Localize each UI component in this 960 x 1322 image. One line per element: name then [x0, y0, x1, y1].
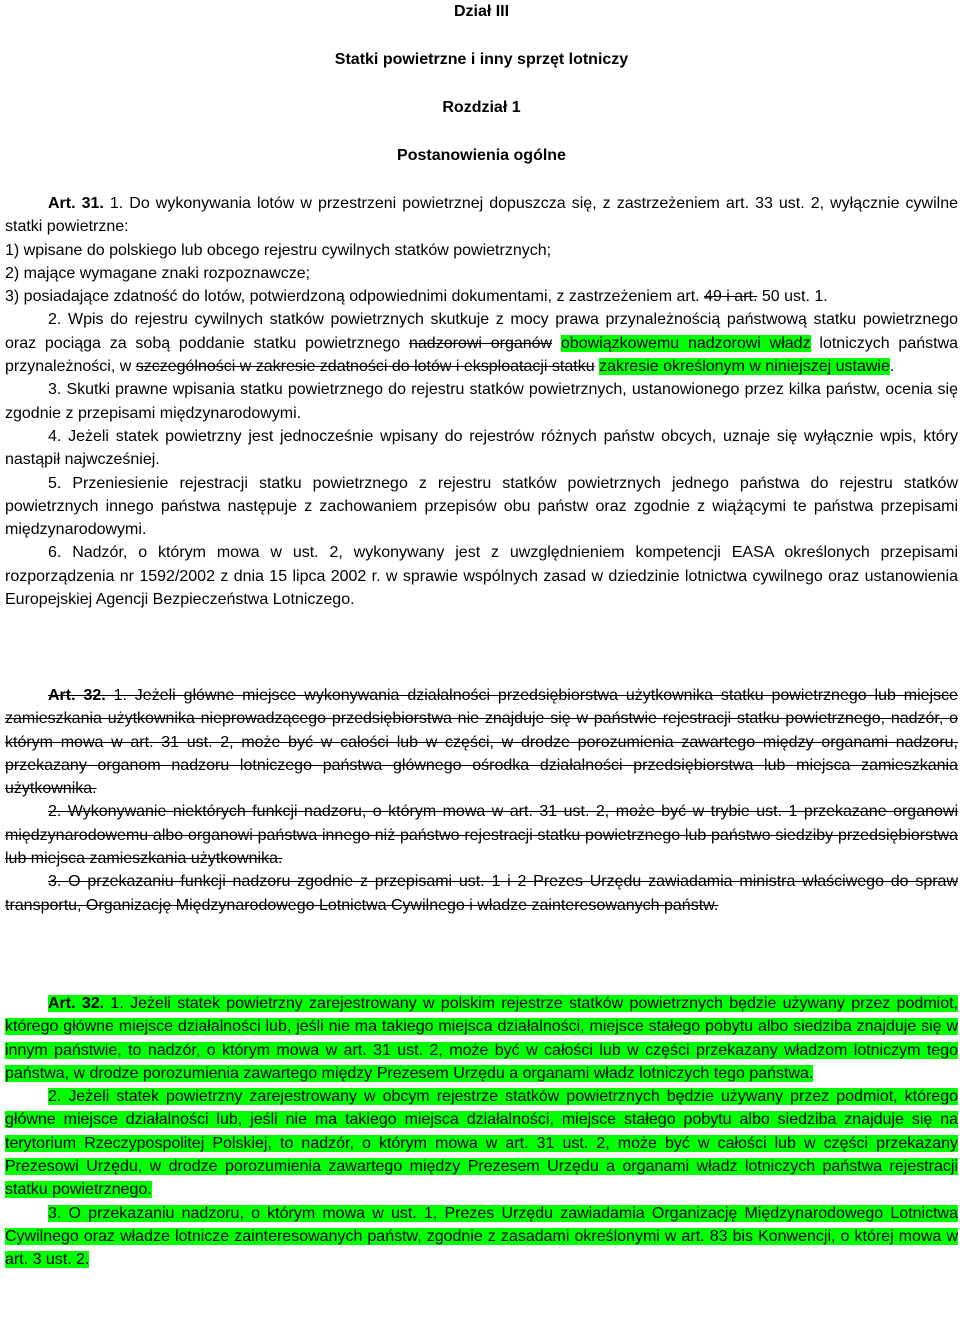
art31-para-1-text: 1. Do wykonywania lotów w przestrzeni powietrznej dopuszcza się, z zastrzeżeniem art. 33 ust. 2, wyłącznie cywilne statki powietrzne: [5, 195, 958, 236]
art32-old-para-1-text: 1. Jeżeli główne miejsce wykonywania działalności przedsiębiorstwa użytkownika statku powietrznego lub miejsce zamieszkania użytkownika nieprowadzącego przedsiębiorstwa nie znajduje się w państwie rejestracji statku powietrznego, nadzór, o którym mowa w art. 31 ust. 2, może być w całości lub w części, w drodze porozumienia zawartego między organami nadzoru, przekazany organom nadzoru lotniczego państwa głównego ośrodka działalności przedsiębiorstwa lub miejsca zamieszkania użytkownika. [5, 687, 958, 798]
art31-item-3-text: 3) posiadające zdatność do lotów, potwierdzoną odpowiednimi dokumentami, z zastrzeżeniem art. [5, 288, 700, 306]
article-31 [5, 192, 958, 611]
art32-new-para-2-text: 2. Jeżeli statek powietrzny zarejestrowany w obcym rejestrze statków powietrznych będzie używany przez podmiot, którego główne miejsce działalności lub, jeśli nie ma takiego miejsca działalności, miejsce stałego pobytu albo siedziba znajduje się na terytorium Rzeczypospolitej Polskiej, to nadzór, o którym mowa w art. 31 ust. 2, może być w całości lub w części przekazany Prezesowi Urzędu, w drodze porozumienia zawartego między Prezesem Urzędu a organami władz lotniczych państwa rejestracji statku powietrznego. [5, 1088, 958, 1199]
art31-para-2-end: . [889, 358, 895, 376]
art31-para-5: 5. Przeniesienie rejestracji statku powietrznego z rejestru statków powietrznych jednego państwa do rejestru statków powietrznych innego państwa następuje z zachowaniem przepisów obu państw oraz zgodnie z wiążącymi te państwa przepisami międzynarodowymi. [5, 474, 958, 539]
art31-para-6: 6. Nadzór, o którym mowa w ust. 2, wykonywany jest z uwzględnieniem kompetencji EASA określonych przepisami rozporządzenia nr 1592/2002 z dnia 15 lipca 2002 r. w sprawie wspólnych zasad w dziedzinie lotnictwa cywilnego oraz ustanowienia Europejskiej Agencji Bezpieczeństwa Lotniczego. [5, 544, 958, 609]
art31-para-3: 3. Skutki prawne wpisania statku powietrznego do rejestru statków powietrznych, ustanowionego przez kilka państw, ocenia się zgodnie z przepisami międzynarodowymi. [5, 381, 958, 422]
article-32-new [5, 992, 958, 1272]
art32-new-para-2 [5, 1085, 958, 1201]
art32-new-para-3 [5, 1202, 958, 1272]
art32-new-para-3-text: 3. O przekazaniu nadzoru, o którym mowa w ust. 1, Prezes Urzędu zawiadamia Organizację Międzynarodowego Lotnictwa Cywilnego oraz władze lotnicze zainteresowanych państw, zgodnie z zasadami określonymi w art. 83 bis Konwencji, o której mowa w art. 3 ust. 2. [5, 1204, 958, 1269]
art31-para-2 [5, 308, 958, 378]
art32-new-para-1 [5, 992, 958, 1085]
art31-label: Art. 31. [48, 195, 104, 212]
art31-para-4: 4. Jeżeli statek powietrzny jest jednocześnie wpisany do rejestrów różnych państw obcych, uznaje się wyłącznie wpis, który nastąpił najwcześniej. [5, 427, 958, 469]
art31-item-3 [5, 285, 958, 308]
art32-old-para-3 [5, 870, 958, 917]
art31-para-2-struck-1: nadzorowi organów [409, 334, 553, 352]
art31-item-2: 2) mające wymagane znaki rozpoznawcze; [5, 264, 311, 282]
art32-old-para-2 [5, 800, 958, 870]
art32-old-para-2-text: 2. Wykonywanie niektórych funkcji nadzoru, o którym mowa w art. 31 ust. 2, może być w trybie ust. 1 przekazane organowi międzynarodowemu albo organowi państwa innego niż państwo rejestracji statku powietrznego lub państwo siedziby przedsiębiorstwa lub miejsca zamieszkania użytkownika. [5, 803, 958, 868]
art31-item-3-end: 50 ust. 1. [761, 288, 828, 306]
article-32-deleted [5, 684, 958, 917]
division-heading: Dział III [453, 3, 510, 20]
art32-new-label: Art. 32. [48, 995, 105, 1012]
art31-para-2-insert-2: zakresie określonym w niniejszej ustawie [599, 358, 890, 376]
division-title: Statki powietrzne i inny sprzęt lotniczy [334, 51, 629, 68]
art31-para-2-text-2: lotniczych państwa przynależności, w [5, 334, 959, 376]
art31-para-2-insert-1: obowiązkowemu nadzorowi władz [560, 334, 811, 352]
art32-new-para-1-text: 1. Jeżeli statek powietrzny zarejestrowany w polskim rejestrze statków powietrznych będzie używany przez podmiot, którego główne miejsce działalności lub, jeśli nie ma takiego miejsca działalności, miejsce stałego pobytu albo siedziba znajduje się w innym państwie, to nadzór, o którym mowa w art. 31 ust. 2, może być w całości lub w części przekazany władzom lotniczym tego państwa, w drodze porozumienia zawartego między Prezesem Urzędu a organami władz lotniczych tego państwa. [5, 995, 959, 1082]
art31-item-1: 1) wpisane do polskiego lub obcego rejestru cywilnych statków powietrznych; [5, 241, 552, 259]
art31-para-2-struck-2: szczególności w zakresie zdatności do lotów i eksploatacji statku [135, 358, 595, 376]
section-heading: Postanowienia ogólne [397, 147, 566, 164]
art32-old-para-1 [5, 684, 958, 800]
art32-old-para-3-text: 3. O przekazaniu funkcji nadzoru zgodnie z przepisami ust. 1 i 2 Prezes Urzędu zawiadamia ministra właściwego do spraw transportu, Organizację Międzynarodowego Lotnictwa Cywilnego i władze zainteresowanych państw. [5, 873, 958, 914]
chapter-heading: Rozdział 1 [442, 99, 521, 116]
art31-para-2-text: 2. Wpis do rejestru cywilnych statków powietrznych skutkuje z mocy prawa przynależnością państwową statku powietrznego oraz pociąga za sobą poddanie statku powietrznego [5, 311, 958, 352]
art31-para-1 [5, 192, 958, 239]
art31-item-3-struck: 49 i art. [704, 288, 758, 306]
art32-old-label: Art. 32. [48, 687, 106, 704]
